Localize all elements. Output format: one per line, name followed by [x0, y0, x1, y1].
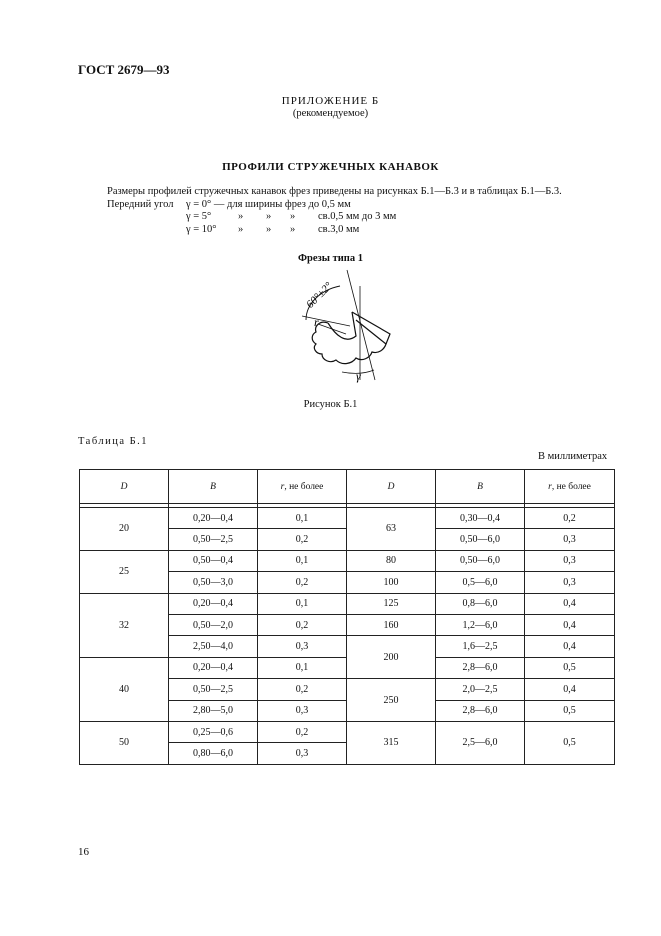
cell-r: 0,4	[525, 593, 615, 614]
cell-d: 50	[80, 721, 169, 764]
cell-d: 100	[347, 572, 436, 593]
cell-b: 0,20—0,4	[169, 657, 258, 678]
cell-b: 0,8—6,0	[436, 593, 525, 614]
groove-curve	[328, 312, 356, 339]
rake-row-3-ditto-3: »	[290, 224, 296, 235]
r-leader-line	[318, 324, 346, 334]
rake-row-3-gamma: γ = 10°	[186, 224, 217, 235]
header-d-left: D	[80, 470, 169, 504]
header-d-right: D	[347, 470, 436, 504]
cell-b: 0,50—2,0	[169, 614, 258, 635]
rake-row-2-text: св.0,5 мм до 3 мм	[318, 211, 397, 222]
groove-profile-figure	[290, 268, 410, 386]
cell-r: 0,3	[525, 550, 615, 571]
rake-row-1-gamma: γ = 0° — для ширины фрез до 0,5 мм	[186, 199, 351, 210]
rake-row-2-ditto-2: »	[266, 211, 272, 222]
r-label: r	[314, 315, 319, 329]
header-r-right: r, не более	[525, 470, 615, 504]
cell-r: 0,2	[258, 614, 347, 635]
cell-b: 1,2—6,0	[436, 614, 525, 635]
rake-row-2-ditto-3: »	[290, 211, 296, 222]
cell-b: 0,50—2,5	[169, 679, 258, 700]
rake-row-3-ditto-1: »	[238, 224, 244, 235]
cell-b: 2,80—5,0	[169, 700, 258, 721]
appendix-subtitle: (рекомендуемое)	[292, 108, 369, 119]
table-header-row	[80, 470, 615, 504]
groove-profile-table	[79, 469, 615, 765]
cell-b: 2,5—6,0	[436, 721, 525, 764]
rake-row-3-text: св.3,0 мм	[318, 224, 360, 235]
cell-b: 0,30—0,4	[436, 508, 525, 529]
cell-d: 160	[347, 614, 436, 635]
cell-r: 0,5	[525, 700, 615, 721]
cell-b: 2,50—4,0	[169, 636, 258, 657]
table-row	[80, 593, 615, 614]
cell-b: 0,20—0,4	[169, 508, 258, 529]
cell-r: 0,2	[258, 721, 347, 742]
section-title: ПРОФИЛИ СТРУЖЕЧНЫХ КАНАВОК	[222, 161, 439, 173]
cell-b: 0,5—6,0	[436, 572, 525, 593]
rake-row-3-ditto-2: »	[266, 224, 272, 235]
cell-r: 0,2	[258, 679, 347, 700]
table-label: Таблица Б.1	[78, 436, 149, 447]
gamma-label: γ	[356, 369, 361, 383]
rake-row-2-ditto-1: »	[238, 211, 244, 222]
angle-label: 60°±2°	[304, 280, 335, 311]
cutter-body-outline	[312, 320, 386, 364]
cell-b: 0,50—0,4	[169, 550, 258, 571]
cell-r: 0,3	[525, 572, 615, 593]
cell-r: 0,2	[258, 529, 347, 550]
cell-b: 2,8—6,0	[436, 700, 525, 721]
cell-r: 0,1	[258, 657, 347, 678]
cell-b: 0,50—2,5	[169, 529, 258, 550]
cell-b: 2,8—6,0	[436, 657, 525, 678]
cell-b: 2,0—2,5	[436, 679, 525, 700]
cell-d: 25	[80, 550, 169, 593]
cell-r: 0,1	[258, 508, 347, 529]
cell-r: 0,4	[525, 679, 615, 700]
appendix-title: ПРИЛОЖЕНИЕ Б	[281, 95, 380, 107]
standard-header: ГОСТ 2679—93	[78, 62, 170, 77]
cell-r: 0,5	[525, 721, 615, 764]
cell-r: 0,4	[525, 636, 615, 657]
table-row	[80, 508, 615, 529]
cell-r: 0,2	[525, 508, 615, 529]
cell-d: 20	[80, 508, 169, 551]
cell-d: 125	[347, 593, 436, 614]
table-units: В миллиметрах	[538, 451, 608, 462]
cell-d: 315	[347, 721, 436, 764]
cell-b: 0,20—0,4	[169, 593, 258, 614]
cell-d: 63	[347, 508, 436, 551]
reference-line-1	[347, 270, 375, 380]
tooth-face	[352, 312, 390, 344]
cell-r: 0,2	[258, 572, 347, 593]
cell-d: 32	[80, 593, 169, 657]
rake-row-2-gamma: γ = 5°	[186, 211, 212, 222]
cell-r: 0,3	[258, 636, 347, 657]
cell-d: 250	[347, 679, 436, 722]
cell-b: 0,50—3,0	[169, 572, 258, 593]
cell-r: 0,1	[258, 593, 347, 614]
header-r-left: r, не более	[258, 470, 347, 504]
cell-b: 0,50—6,0	[436, 529, 525, 550]
figure-title: Фрезы типа 1	[298, 253, 363, 264]
header-b-right: B	[436, 470, 525, 504]
rake-lead: Передний угол	[107, 199, 174, 210]
table-row	[80, 721, 615, 742]
page-number: 16	[78, 846, 89, 858]
cell-r: 0,3	[258, 743, 347, 764]
cell-r: 0,4	[525, 614, 615, 635]
cell-r: 0,3	[525, 529, 615, 550]
header-b-left: B	[169, 470, 258, 504]
cell-d: 80	[347, 550, 436, 571]
cell-r: 0,1	[258, 550, 347, 571]
cell-b: 0,25—0,6	[169, 721, 258, 742]
cell-d: 200	[347, 636, 436, 679]
cell-r: 0,5	[525, 657, 615, 678]
cell-d: 40	[80, 657, 169, 721]
intro-paragraph: Размеры профилей стружечных канавок фрез приведены на рисунках Б.1—Б.3 и в таблицах Б.1—Б.3.	[107, 186, 562, 197]
figure-caption: Рисунок Б.1	[303, 399, 358, 410]
cell-b: 0,80—6,0	[169, 743, 258, 764]
cell-b: 0,50—6,0	[436, 550, 525, 571]
cell-r: 0,3	[258, 700, 347, 721]
table-row	[80, 550, 615, 571]
cell-b: 1,6—2,5	[436, 636, 525, 657]
